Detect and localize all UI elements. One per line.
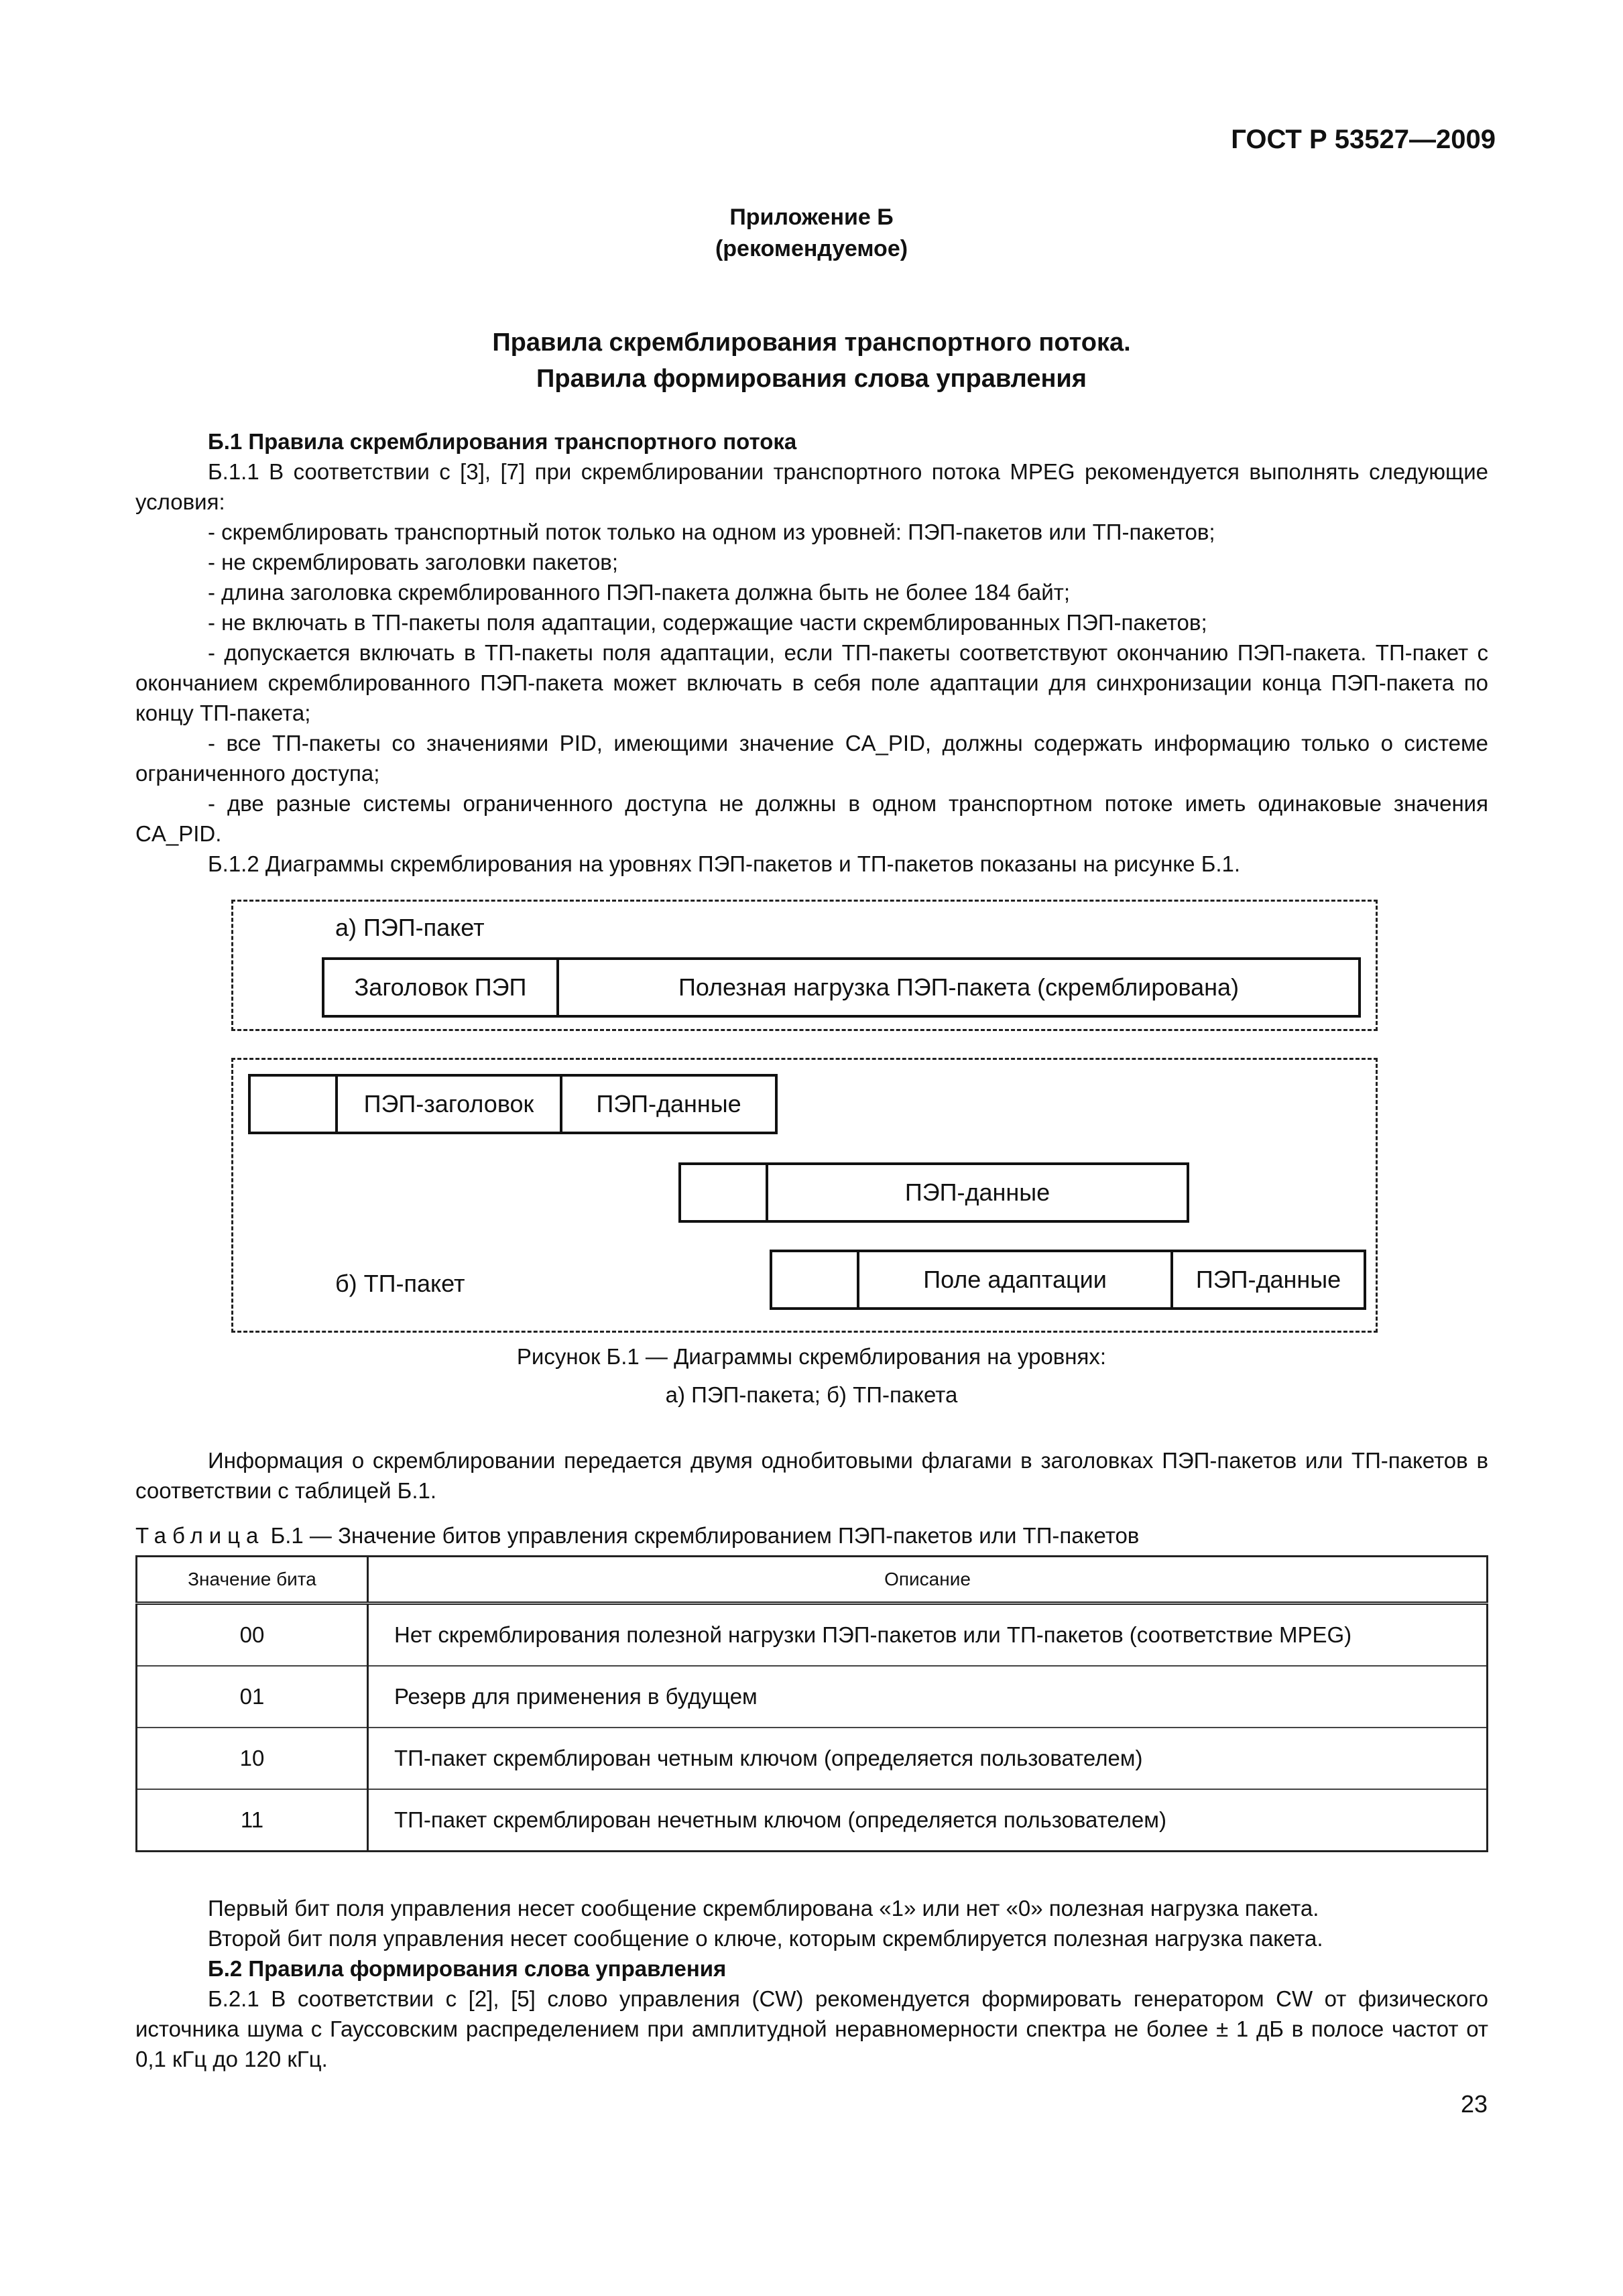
section-b2-block <box>135 1893 1488 2074</box>
table-header-row <box>137 1557 1488 1604</box>
appendix-title: Приложение Б <box>729 204 894 230</box>
pes-label: а) ПЭП-пакет <box>335 914 485 941</box>
table-cell-description: ТП-пакет скремблирован четным ключом (определяется пользователем) <box>368 1728 1488 1789</box>
table-header-description: Описание <box>368 1557 1488 1604</box>
main-title-line1: Правила скремблирования транспортного потока. <box>492 328 1131 357</box>
list-item: - допускается включать в ТП-пакеты поля адаптации, если ТП-пакеты соответствуют окончанию ПЭП-пакета. ТП-пакет с окончанием скремблированного ПЭП-пакета может включать в себя поле адаптации для синхронизации конца ПЭП-пакета по концу ТП-пакета; <box>135 640 1488 725</box>
table-title-rest: Б.1 — Значение битов управления скремблированием ПЭП-пакетов или ТП-пакетов <box>270 1523 1140 1548</box>
ts-row-3-adaptation-cell: Поле адаптации <box>859 1252 1173 1307</box>
table-row <box>137 1666 1488 1728</box>
ts-row-2 <box>678 1162 1189 1223</box>
page-number: 23 <box>1460 2090 1488 2118</box>
list-item: - длина заголовка скремблированного ПЭП-пакета должна быть не более 184 байт; <box>208 580 1070 605</box>
list-item: - все ТП-пакеты со значениями PID, имеющими значение CA_PID, должны содержать информацию только о системе ограниченного доступа; <box>135 731 1488 786</box>
section-b1-heading: Б.1 Правила скремблирования транспортного потока <box>208 429 797 454</box>
section-b2-heading: Б.2 Правила формирования слова управления <box>208 1956 727 1981</box>
info-paragraph: Информация о скремблировании передается двумя однобитовыми флагами в заголовках ПЭП-пакетов или ТП-пакетов в соответствии с таблицей Б.1. <box>135 1448 1488 1503</box>
after-table-paragraph-1: Первый бит поля управления несет сообщение скремблирована «1» или нет «0» полезная нагрузка пакета. <box>208 1896 1319 1921</box>
ts-row-1-blank-cell <box>251 1077 338 1132</box>
ts-row-3-blank-cell <box>772 1252 859 1307</box>
table-row <box>137 1728 1488 1789</box>
ts-row-1-data-cell: ПЭП-данные <box>596 1090 741 1117</box>
main-title-line2: Правила формирования слова управления <box>536 365 1087 393</box>
appendix-subtitle: (рекомендуемое) <box>715 236 908 261</box>
list-item: - не скремблировать заголовки пакетов; <box>208 550 618 575</box>
table-cell-bit: 11 <box>137 1789 368 1852</box>
ts-row-2-data-cell: ПЭП-данные <box>904 1179 1050 1206</box>
section-b2-paragraph-1: Б.2.1 В соответствии с [2], [5] слово управления (CW) рекомендуется формировать генератором CW от физического источника шума с Гауссовским распределением при амплитудной неравномерности спектра не более ± 1 дБ в полосе частот от 0,1 кГц до 120 кГц. <box>135 1986 1488 2071</box>
figure-caption-line2: а) ПЭП-пакета; б) ТП-пакета <box>665 1382 958 1407</box>
table-title-prefix: Таблица <box>135 1523 265 1548</box>
scrambling-bits-table <box>135 1555 1488 1852</box>
section-b1 <box>135 426 1488 879</box>
section-b1-paragraph-1: Б.1.1 В соответствии с [3], [7] при скремблировании транспортного потока MPEG рекомендуется выполнять следующие условия: <box>135 459 1488 514</box>
document-id: ГОСТ Р 53527—2009 <box>1231 125 1496 154</box>
pes-header-cell: Заголовок ПЭП <box>324 960 559 1015</box>
figure-caption-line1: Рисунок Б.1 — Диаграммы скремблирования на уровнях: <box>516 1344 1107 1369</box>
table-cell-bit: 00 <box>137 1604 368 1667</box>
ts-row-3 <box>770 1250 1366 1310</box>
section-b1-paragraph-2: Б.1.2 Диаграммы скремблирования на уровнях ПЭП-пакетов и ТП-пакетов показаны на рисунке Б.1. <box>208 851 1241 876</box>
ts-row-3-data-cell: ПЭП-данные <box>1195 1266 1341 1293</box>
after-table-paragraph-2: Второй бит поля управления несет сообщение о ключе, которым скремблируется полезная нагрузка пакета. <box>208 1926 1323 1951</box>
info-paragraph-block <box>135 1445 1488 1506</box>
table-cell-description: Нет скремблирования полезной нагрузки ПЭП-пакетов или ТП-пакетов (соответствие MPEG) <box>368 1604 1488 1667</box>
list-item: - не включать в ТП-пакеты поля адаптации, содержащие части скремблированных ПЭП-пакетов; <box>208 610 1207 635</box>
table-cell-bit: 01 <box>137 1666 368 1728</box>
table-cell-bit: 10 <box>137 1728 368 1789</box>
pes-packet-row <box>322 957 1361 1018</box>
ts-row-2-blank-cell <box>681 1165 768 1220</box>
table-title <box>135 1523 1139 1549</box>
ts-label: б) ТП-пакет <box>335 1270 465 1297</box>
ts-row-1 <box>248 1074 778 1134</box>
table-cell-description: ТП-пакет скремблирован нечетным ключом (определяется пользователем) <box>368 1789 1488 1852</box>
table-header-bit: Значение бита <box>137 1557 368 1604</box>
ts-row-1-header-cell: ПЭП-заголовок <box>338 1077 562 1132</box>
table-row <box>137 1604 1488 1667</box>
list-item: - скремблировать транспортный поток только на одном из уровней: ПЭП-пакетов или ТП-пакетов; <box>208 520 1215 544</box>
pes-payload-cell: Полезная нагрузка ПЭП-пакета (скремблирована) <box>678 973 1240 1001</box>
table-row <box>137 1789 1488 1852</box>
table-cell-description: Резерв для применения в будущем <box>368 1666 1488 1728</box>
list-item: - две разные системы ограниченного доступа не должны в одном транспортном потоке иметь одинаковые значения CA_PID. <box>135 791 1488 846</box>
